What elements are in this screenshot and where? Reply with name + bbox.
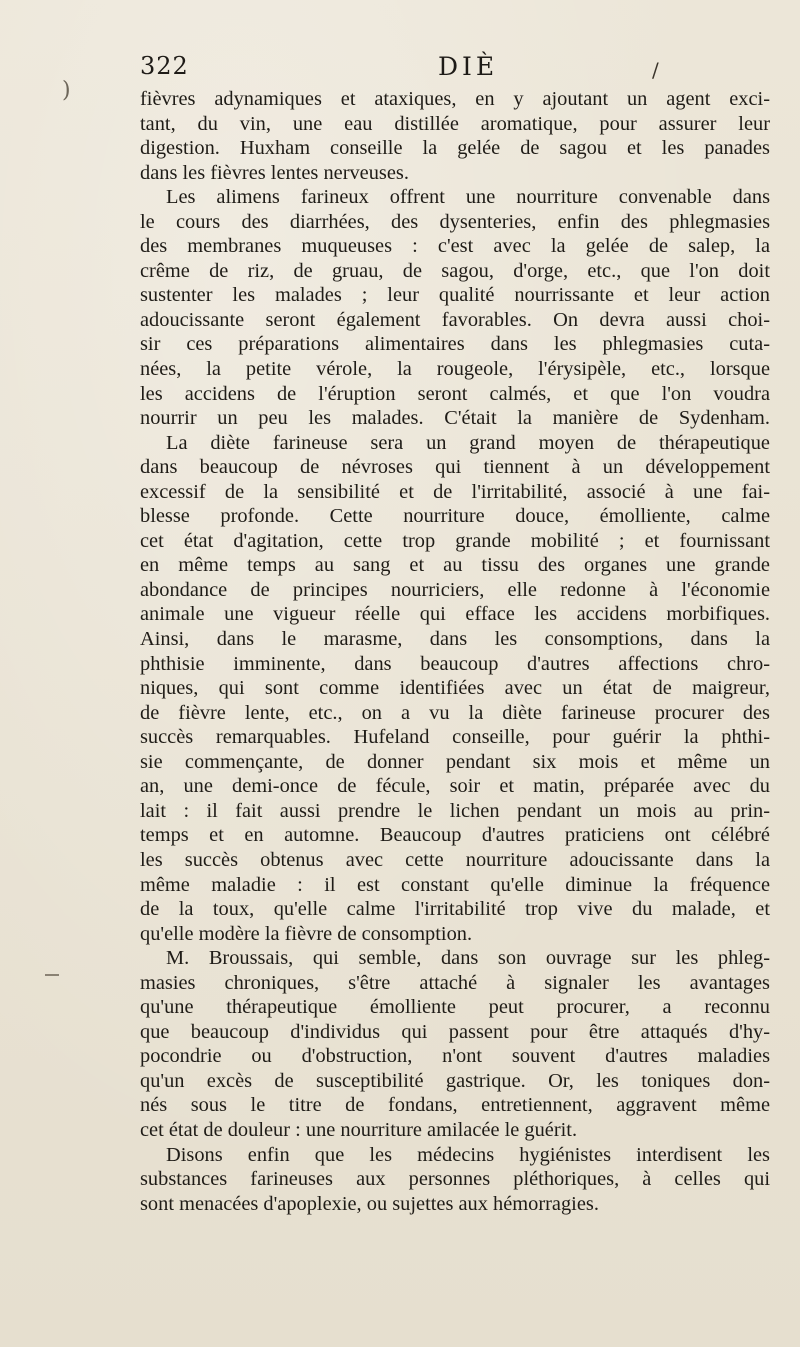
page-header [140, 52, 770, 92]
text-line: les accidens de l'éruption seront calmés, et que l'on voudra [140, 382, 770, 405]
margin-dash-mark [45, 974, 59, 976]
text-line: cet état de douleur : une nourriture amilacée le guérit. [140, 1118, 578, 1141]
text-line: La diète farineuse sera un grand moyen de thérapeutique [166, 431, 770, 454]
text-line: Les alimens farineux offrent une nourriture convenable dans [166, 186, 770, 209]
text-line: blesse profonde. Cette nourriture douce, émolliente, calme [140, 505, 770, 528]
text-line: digestion. Huxham conseille la gelée de sagou et les panades [140, 137, 770, 160]
text-line: cet état d'agitation, cette trop grande mobilité ; et fournissant [140, 529, 770, 552]
text-line: substances farineuses aux personnes pléthoriques, à celles qui [140, 1168, 770, 1191]
text-line: Disons enfin que les médecins hygiénistes interdisent les [166, 1143, 770, 1166]
margin-paren-mark: ) [62, 78, 71, 103]
text-line: animale une vigueur réelle qui efface les accidens morbifiques. [140, 603, 770, 626]
text-line: qu'elle modère la fièvre de consomption. [140, 922, 473, 945]
text-line: même maladie : il est constant qu'elle diminue la fréquence [140, 873, 770, 896]
text-line: dans les fièvres lentes nerveuses. [140, 161, 409, 184]
text-line: sustenter les malades ; leur qualité nourrissante et leur action [140, 284, 770, 307]
text-line: qu'un excès de susceptibilité gastrique. Or, les toniques don- [140, 1069, 770, 1092]
text-line: lait : il fait aussi prendre le lichen pendant un mois au prin- [140, 799, 770, 822]
text-line: phthisie imminente, dans beaucoup d'autres affections chro- [140, 652, 770, 675]
text-line: temps et en automne. Beaucoup d'autres praticiens ont célébré [140, 824, 770, 847]
text-line: niques, qui sont comme identifiées avec un état de maigreur, [140, 677, 770, 700]
stray-pen-mark: / [652, 58, 659, 82]
text-line: le cours des diarrhées, des dysenteries, enfin des phlegmasies [140, 210, 770, 233]
text-line: de la toux, qu'elle calme l'irritabilité trop vive du malade, et [140, 898, 770, 921]
text-line: nourrir un peu les malades. C'était la manière de Sydenham. [140, 407, 770, 430]
text-line: des membranes muqueuses : c'est avec la gelée de salep, la [140, 235, 770, 258]
text-line: masies chroniques, s'être attaché à signaler les avantages [140, 971, 770, 994]
text-line: an, une demi-once de fécule, soir et matin, préparée avec du [140, 775, 770, 798]
text-line: abondance de principes nourriciers, elle redonne à l'économie [140, 578, 770, 601]
text-line: nés sous le titre de fondans, entretiennent, aggravent même [140, 1094, 770, 1117]
text-line: excessif de la sensibilité et de l'irritabilité, associé à une fai- [140, 480, 770, 503]
text-line: sont menacées d'apoplexie, ou sujettes aux hémorragies. [140, 1192, 599, 1215]
body-text [140, 87, 770, 1216]
text-line: M. Broussais, qui semble, dans son ouvrage sur les phleg- [166, 947, 770, 970]
text-line: succès remarquables. Hufeland conseille, pour guérir la phthi- [140, 726, 770, 749]
text-line: fièvres adynamiques et ataxiques, en y ajoutant un agent exci- [140, 88, 770, 110]
text-line: sie commençante, de donner pendant six mois et même un [140, 750, 770, 773]
text-line: nées, la petite vérole, la rougeole, l'érysipèle, etc., lorsque [140, 358, 770, 381]
text-line: qu'une thérapeutique émolliente peut procurer, a reconnu [140, 996, 770, 1019]
text-line: que beaucoup d'individus qui passent pour être attaqués d'hy- [140, 1020, 770, 1043]
text-line: en même temps au sang et au tissu des organes une grande [140, 554, 770, 577]
text-line: crême de riz, de gruau, de sagou, d'orge, etc., que l'on doit [140, 259, 770, 282]
text-line: sir ces préparations alimentaires dans les phlegmasies cuta- [140, 333, 770, 356]
text-line: dans beaucoup de névroses qui tiennent à un développement [140, 456, 770, 479]
text-line: tant, du vin, une eau distillée aromatique, pour assurer leur [140, 112, 770, 135]
page-number: 322 [140, 52, 189, 80]
text-line: de fièvre lente, etc., on a vu la diète farineuse procurer des [140, 701, 770, 724]
text-line: les succès obtenus avec cette nourriture adoucissante dans la [140, 848, 770, 871]
running-head: DIÈ [438, 52, 499, 81]
text-line: adoucissante seront également favorables. On devra aussi choi- [140, 308, 770, 331]
text-line: pocondrie ou d'obstruction, n'ont souvent d'autres maladies [140, 1045, 770, 1068]
text-line: Ainsi, dans le marasme, dans les consomptions, dans la [140, 628, 770, 651]
